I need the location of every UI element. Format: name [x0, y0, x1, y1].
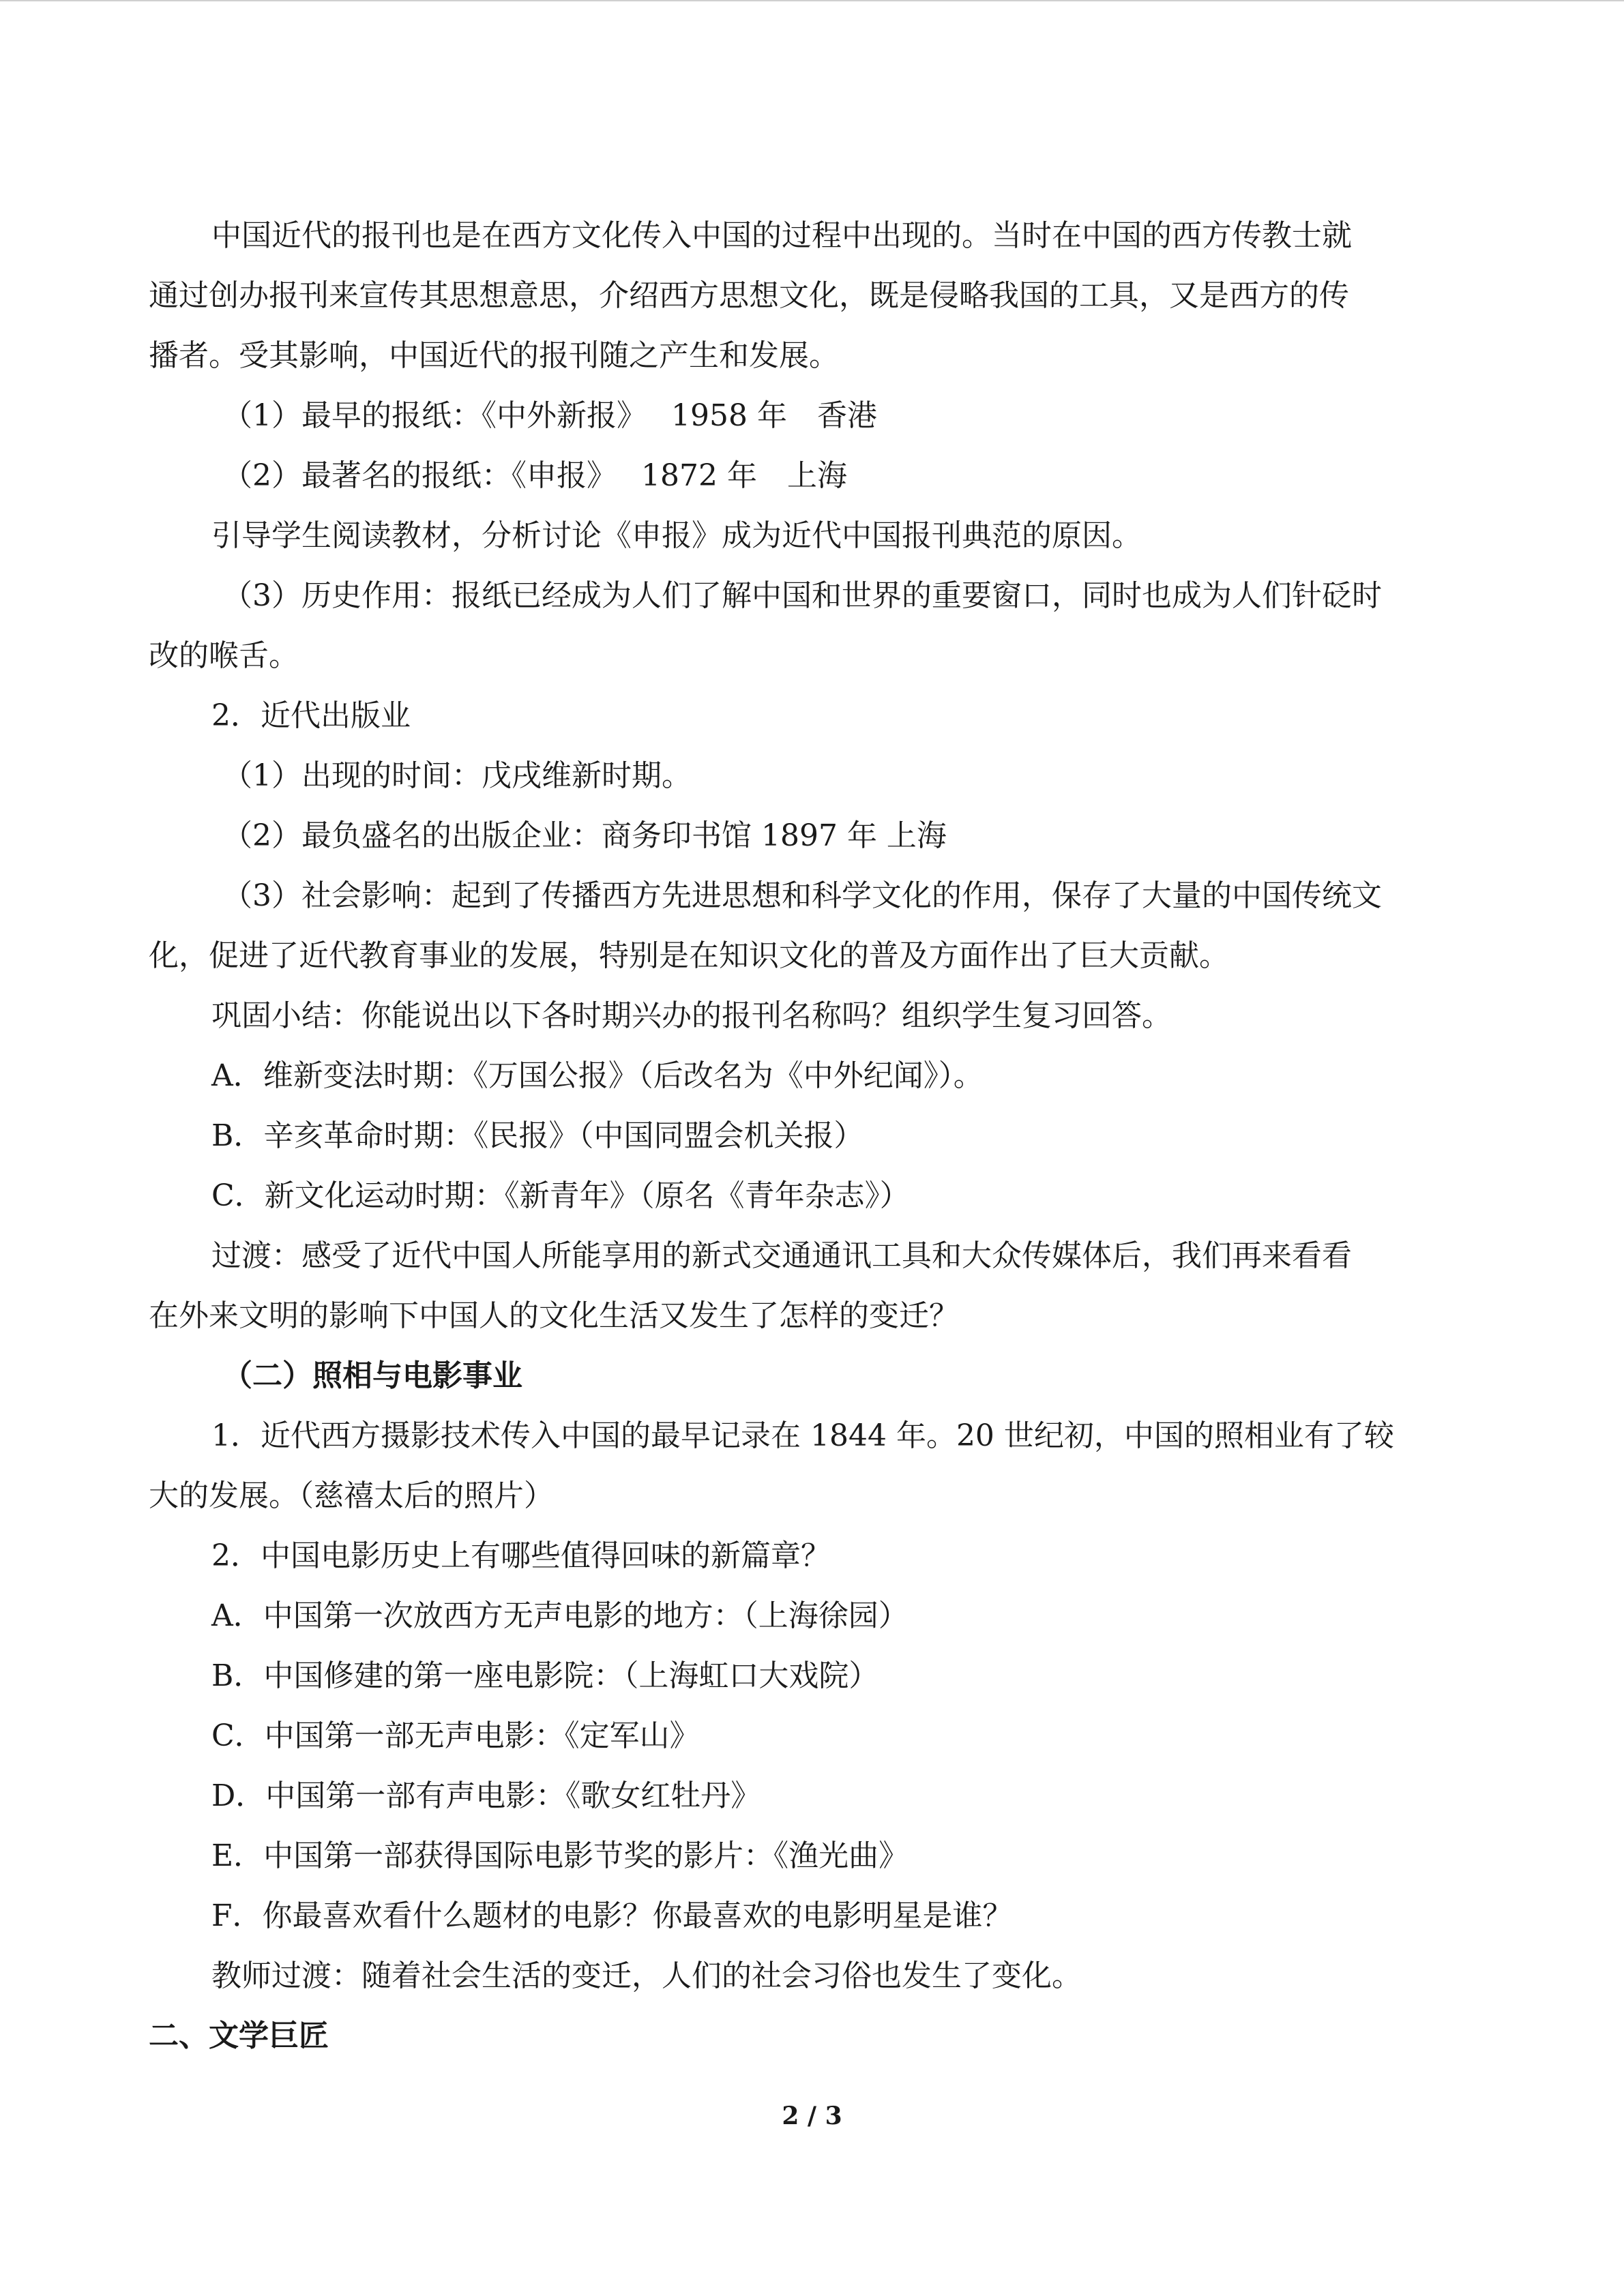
text-line: 2．中国电影历史上有哪些值得回味的新篇章？ — [211, 1538, 831, 1573]
paragraph — [149, 986, 1479, 1046]
section-heading — [149, 1346, 1479, 1406]
text-line: B．中国修建的第一座电影院：（上海虹口大戏院） — [211, 1658, 879, 1693]
paragraph — [149, 746, 1479, 806]
paragraph — [149, 686, 1479, 746]
text-line: 二、文学巨匠 — [149, 2018, 329, 2053]
paragraph — [149, 1826, 1479, 1886]
paragraph — [149, 1046, 1479, 1106]
text-line: 在外来文明的影响下中国人的文化生活又发生了怎样的变迁？ — [149, 1298, 959, 1333]
paragraph — [149, 866, 1479, 986]
paragraph — [149, 1106, 1479, 1166]
text-line: B．辛亥革命时期：《民报》（中国同盟会机关报） — [211, 1118, 864, 1153]
paragraph — [149, 1406, 1479, 1526]
text-line: C．新文化运动时期：《新青年》（原名《青年杂志》） — [211, 1178, 910, 1213]
text-line: 改的喉舌。 — [149, 638, 299, 673]
text-line: F．你最喜欢看什么题材的电影？你最喜欢的电影明星是谁？ — [211, 1898, 1013, 1933]
paragraph — [149, 1526, 1479, 1586]
text-line: A．中国第一次放西方无声电影的地方：（上海徐园） — [211, 1598, 909, 1633]
text-line: （二）照相与电影事业 — [222, 1358, 522, 1393]
document-body — [149, 206, 1479, 2066]
paragraph — [149, 1586, 1479, 1646]
text-line: A．维新变法时期：《万国公报》（后改名为《中外纪闻》）。 — [211, 1058, 984, 1093]
paragraph — [149, 1646, 1479, 1706]
paragraph — [149, 506, 1479, 566]
text-line: （1）最早的报纸：《中外新报》 1958 年 香港 — [222, 398, 877, 433]
text-line: 播者。受其影响，中国近代的报刊随之产生和发展。 — [149, 338, 839, 373]
text-line: 化，促进了近代教育事业的发展，特别是在知识文化的普及方面作出了巨大贡献。 — [149, 938, 1229, 973]
paragraph — [149, 566, 1479, 686]
paragraph — [149, 1886, 1479, 1946]
text-line: 巩固小结：你能说出以下各时期兴办的报刊名称吗？组织学生复习回答。 — [211, 998, 1172, 1033]
text-line: 中国近代的报刊也是在西方文化传入中国的过程中出现的。当时在中国的西方传教士就 — [211, 218, 1352, 253]
paragraph — [149, 446, 1479, 506]
text-line: （1）出现的时间：戊戌维新时期。 — [222, 758, 692, 793]
paragraph — [149, 1706, 1479, 1766]
paragraph — [149, 1166, 1479, 1226]
text-line: （3）历史作用：报纸已经成为人们了解中国和世界的重要窗口，同时也成为人们针砭时 — [222, 578, 1382, 613]
text-line: （2）最著名的报纸：《申报》 1872 年 上海 — [222, 458, 847, 493]
text-line: 大的发展。（慈禧太后的照片） — [149, 1478, 554, 1513]
paragraph — [149, 386, 1479, 446]
paragraph — [149, 1946, 1479, 2006]
page-number: 2 / 3 — [782, 2102, 842, 2130]
paragraph — [149, 1766, 1479, 1826]
text-line: 过渡：感受了近代中国人所能享用的新式交通通讯工具和大众传媒体后，我们再来看看 — [211, 1238, 1352, 1273]
paragraph — [149, 206, 1479, 386]
text-line: （2）最负盛名的出版企业：商务印书馆 1897 年 上海 — [222, 818, 947, 853]
text-line: 引导学生阅读教材，分析讨论《申报》成为近代中国报刊典范的原因。 — [211, 518, 1142, 553]
paragraph — [149, 806, 1479, 866]
text-line: D．中国第一部有声电影：《歌女红牡丹》 — [211, 1778, 761, 1813]
text-line: 2．近代出版业 — [211, 698, 411, 733]
paragraph — [149, 1226, 1479, 1346]
text-line: 1．近代西方摄影技术传入中国的最早记录在 1844 年。20 世纪初，中国的照相业有了较 — [211, 1418, 1394, 1453]
text-line: 通过创办报刊来宣传其思想意思，介绍西方思想文化，既是侵略我国的工具，又是西方的传 — [149, 278, 1349, 313]
section-heading — [149, 2006, 1479, 2066]
text-line: （3）社会影响：起到了传播西方先进思想和科学文化的作用，保存了大量的中国传统文 — [222, 878, 1382, 913]
text-line: 教师过渡：随着社会生活的变迁，人们的社会习俗也发生了变化。 — [211, 1958, 1082, 1993]
text-line: C．中国第一部无声电影：《定军山》 — [211, 1718, 700, 1753]
text-line: E．中国第一部获得国际电影节奖的影片：《渔光曲》 — [211, 1838, 909, 1873]
